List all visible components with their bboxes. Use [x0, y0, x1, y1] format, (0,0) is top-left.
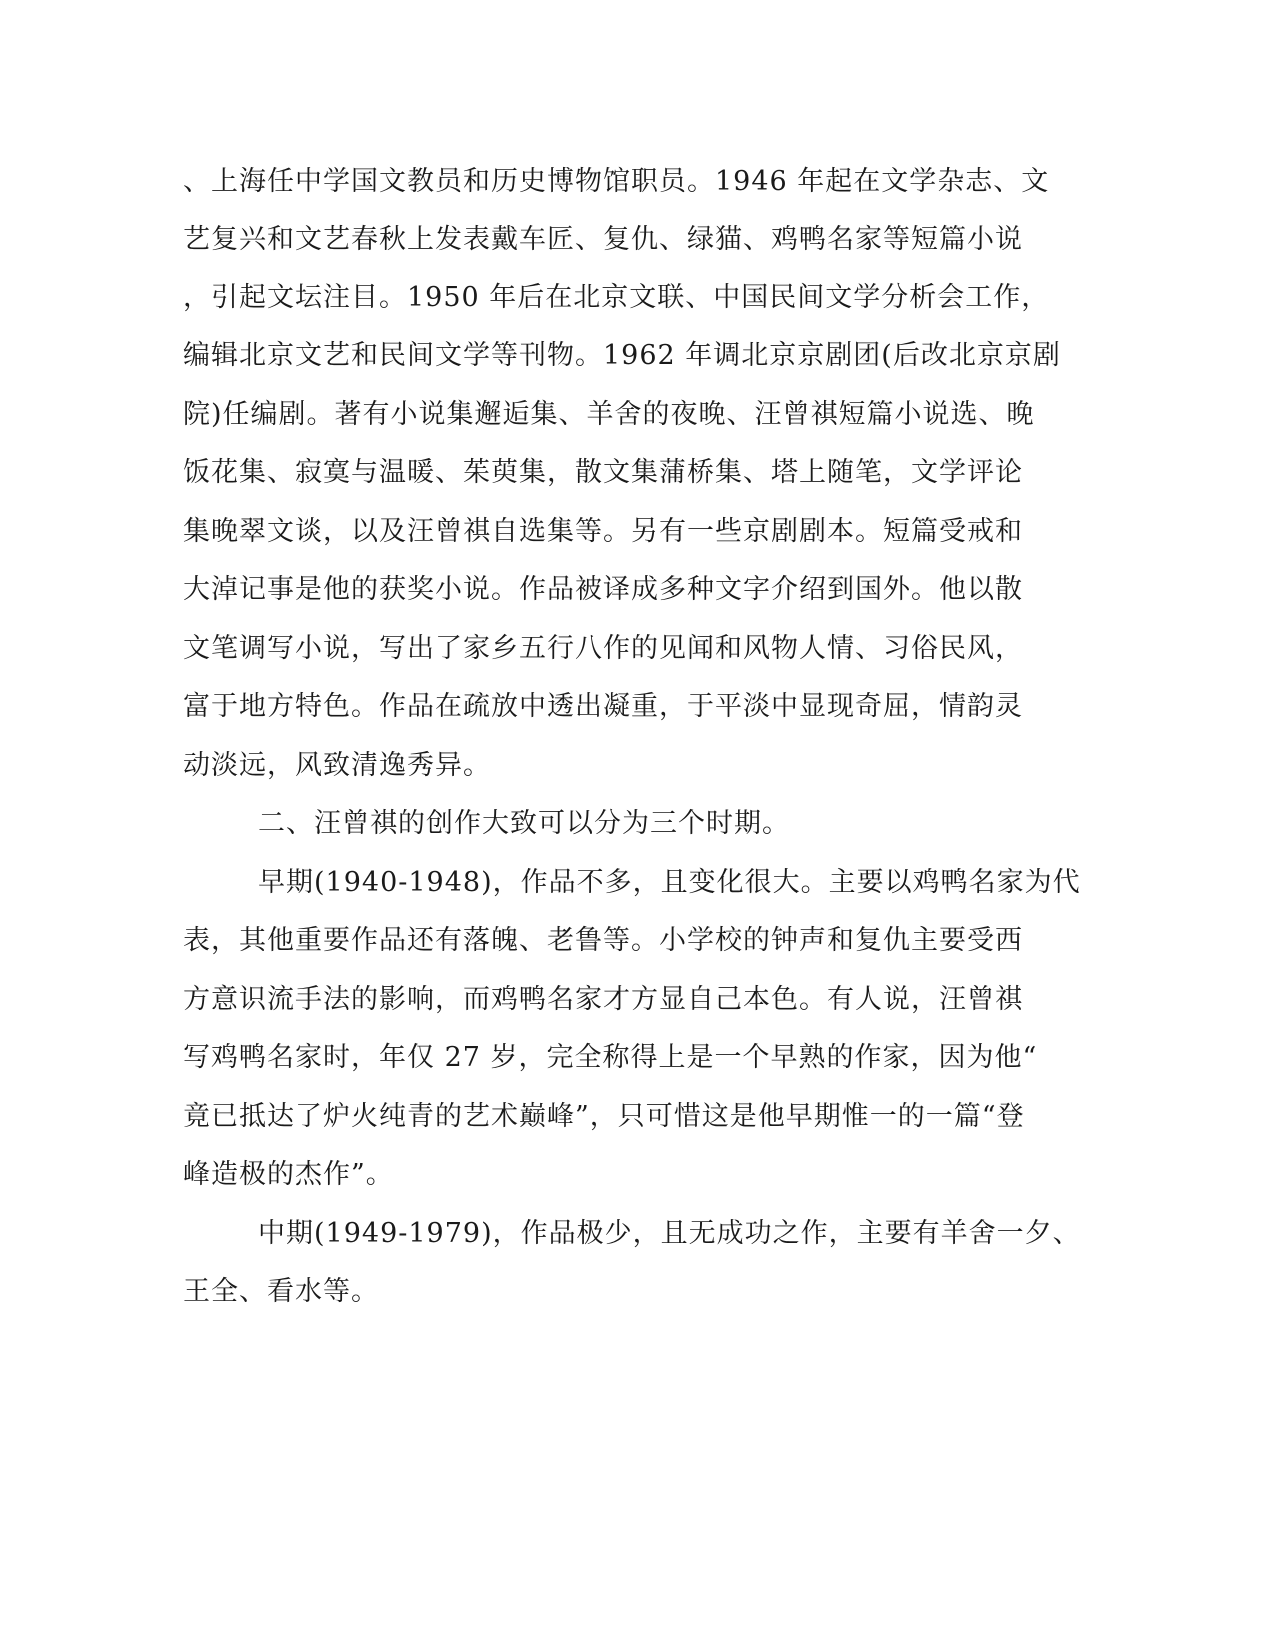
text-line: 动淡远，风致清逸秀异。 [183, 750, 491, 781]
section-heading: 二、汪曾祺的创作大致可以分为三个时期。 [258, 808, 790, 839]
text-line: 竟已抵达了炉火纯青的艺术巅峰”，只可惜这是他早期惟一的一篇“登 [183, 1101, 1025, 1132]
text-line: 写鸡鸭名家时，年仅 27 岁，完全称得上是一个早熟的作家，因为他“ [183, 1042, 1038, 1073]
text-line: 表，其他重要作品还有落魄、老鲁等。小学校的钟声和复仇主要受西 [183, 925, 1023, 956]
text-line: 编辑北京文艺和民间文学等刊物。1962 年调北京京剧团(后改北京京剧 [183, 340, 1061, 371]
text-line: 院)任编剧。著有小说集邂逅集、羊舍的夜晚、汪曾祺短篇小说选、晚 [183, 399, 1035, 430]
text-line: 、上海任中学国文教员和历史博物馆职员。1946 年起在文学杂志、文 [183, 166, 1050, 197]
text-line: 文笔调写小说，写出了家乡五行八作的见闻和风物人情、习俗民风， [183, 633, 1023, 664]
text-line: 峰造极的杰作”。 [183, 1159, 394, 1190]
text-line: 王全、看水等。 [183, 1276, 379, 1307]
text-line: 饭花集、寂寞与温暖、茱萸集，散文集蒲桥集、塔上随笔，文学评论 [183, 457, 1023, 488]
text-line: 富于地方特色。作品在疏放中透出凝重，于平淡中显现奇屈，情韵灵 [183, 691, 1023, 722]
text-line: 大淖记事是他的获奖小说。作品被译成多种文字介绍到国外。他以散 [183, 574, 1023, 605]
text-line: 方意识流手法的影响，而鸡鸭名家才方显自己本色。有人说，汪曾祺 [183, 984, 1023, 1015]
text-line: ，引起文坛注目。1950 年后在北京文联、中国民间文学分析会工作， [183, 282, 1050, 313]
text-line: 艺复兴和文艺春秋上发表戴车匠、复仇、绿猫、鸡鸭名家等短篇小说 [183, 224, 1023, 255]
text-line: 早期(1940-1948)，作品不多，且变化很大。主要以鸡鸭名家为代 [258, 867, 1081, 898]
text-line: 集晚翠文谈，以及汪曾祺自选集等。另有一些京剧剧本。短篇受戒和 [183, 516, 1023, 547]
text-line: 中期(1949-1979)，作品极少，且无成功之作，主要有羊舍一夕、 [258, 1218, 1081, 1249]
